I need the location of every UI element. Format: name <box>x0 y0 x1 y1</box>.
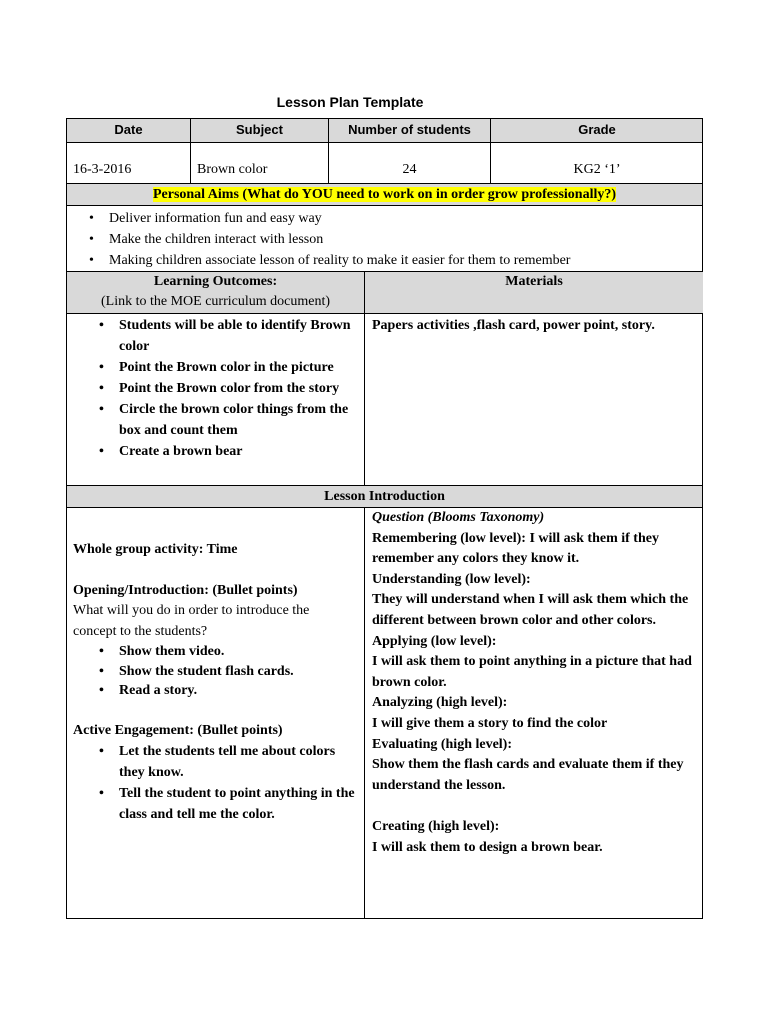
info-grade: KG2 ‘1’ <box>490 143 703 183</box>
introduction-heading: Lesson Introduction <box>67 485 702 507</box>
blooms-heading: Question (Blooms Taxonomy) <box>372 510 545 525</box>
list-item: • Circle the brown color things from the box and count them <box>119 399 358 441</box>
list-item: • Point the Brown color in the picture <box>119 357 358 378</box>
blooms-line: I will give them a story to find the color <box>372 715 608 731</box>
list-item: • Create a brown bear <box>119 441 358 462</box>
list-item: • Deliver information fun and easy way <box>109 208 702 229</box>
outcomes-cell <box>67 314 364 485</box>
introduction-row <box>67 507 702 918</box>
materials-text: Papers activities ,flash card, power point, story. <box>364 314 703 485</box>
info-row <box>67 142 702 183</box>
outcomes-heading: Learning Outcomes: <box>153 274 278 289</box>
blooms-line: I will ask them to design a brown bear. <box>372 839 603 855</box>
list-item: • Tell the student to point anything in the class and tell me the color. <box>119 783 356 825</box>
aims-row <box>67 205 702 271</box>
header-grade: Grade <box>490 119 703 142</box>
materials-heading: Materials <box>364 272 703 313</box>
list-item: • Show them video. <box>119 642 356 662</box>
blooms-line: Creating (high level): <box>372 818 500 834</box>
list-item: • Point the Brown color from the story <box>119 378 358 399</box>
list-item: • Read a story. <box>119 681 356 701</box>
list-item: • Show the student flash cards. <box>119 662 356 682</box>
engagement-list <box>73 741 356 825</box>
whole-group-text: Whole group activity: Time <box>73 542 238 557</box>
info-students: 24 <box>328 143 490 183</box>
outcomes-heading-cell <box>67 272 364 313</box>
list-item: • Let the students tell me about colors they know. <box>119 741 356 783</box>
blooms-cell <box>364 508 703 918</box>
opening-list <box>73 642 356 701</box>
opening-heading: Opening/Introduction: (Bullet points) <box>73 582 298 598</box>
outcomes-heading-row <box>67 271 702 313</box>
info-subject: Brown color <box>190 143 328 183</box>
outcomes-row <box>67 313 702 485</box>
introduction-left-cell <box>67 508 364 918</box>
blooms-line <box>372 796 695 817</box>
blooms-line: I will ask them to point anything in a picture that had brown color. <box>372 654 692 690</box>
blooms-line: Remembering (low level): I will ask them if they remember any colors they know it. <box>372 530 659 567</box>
header-row <box>67 119 702 142</box>
header-students: Number of students <box>328 119 490 142</box>
blooms-line: Understanding (low level): <box>372 571 531 587</box>
aims-heading-row <box>67 183 702 205</box>
list-item: • Students will be able to identify Brown color <box>119 315 358 357</box>
list-item: • Making children associate lesson of reality to make it easier for them to remember <box>109 250 702 271</box>
blooms-line: Applying (low level): <box>372 633 497 649</box>
aims-heading: Personal Aims (What do YOU need to work on in order grow professionally?) <box>152 187 617 202</box>
list-item: • Make the children interact with lesson <box>109 229 702 250</box>
blooms-line: Analyzing (high level): <box>372 695 508 711</box>
aims-list <box>67 208 702 271</box>
blooms-line: Evaluating (high level): <box>372 736 513 752</box>
outcomes-list <box>75 315 358 462</box>
outcomes-subheading: (Link to the MOE curriculum document) <box>101 294 330 309</box>
blooms-line: Show them the flash cards and evaluate them if they understand the lesson. <box>372 757 684 793</box>
lesson-plan-table <box>66 118 703 919</box>
opening-question: What will you do in order to introduce the concept to the students? <box>73 603 310 639</box>
page-title: Lesson Plan Template <box>276 94 424 110</box>
blooms-line: They will understand when I will ask them which the different between brown color and other colors. <box>372 592 689 628</box>
header-date: Date <box>114 122 143 137</box>
header-subject: Subject <box>190 119 328 142</box>
info-date: 16-3-2016 <box>73 162 132 177</box>
engagement-heading: Active Engagement: (Bullet points) <box>73 722 283 738</box>
